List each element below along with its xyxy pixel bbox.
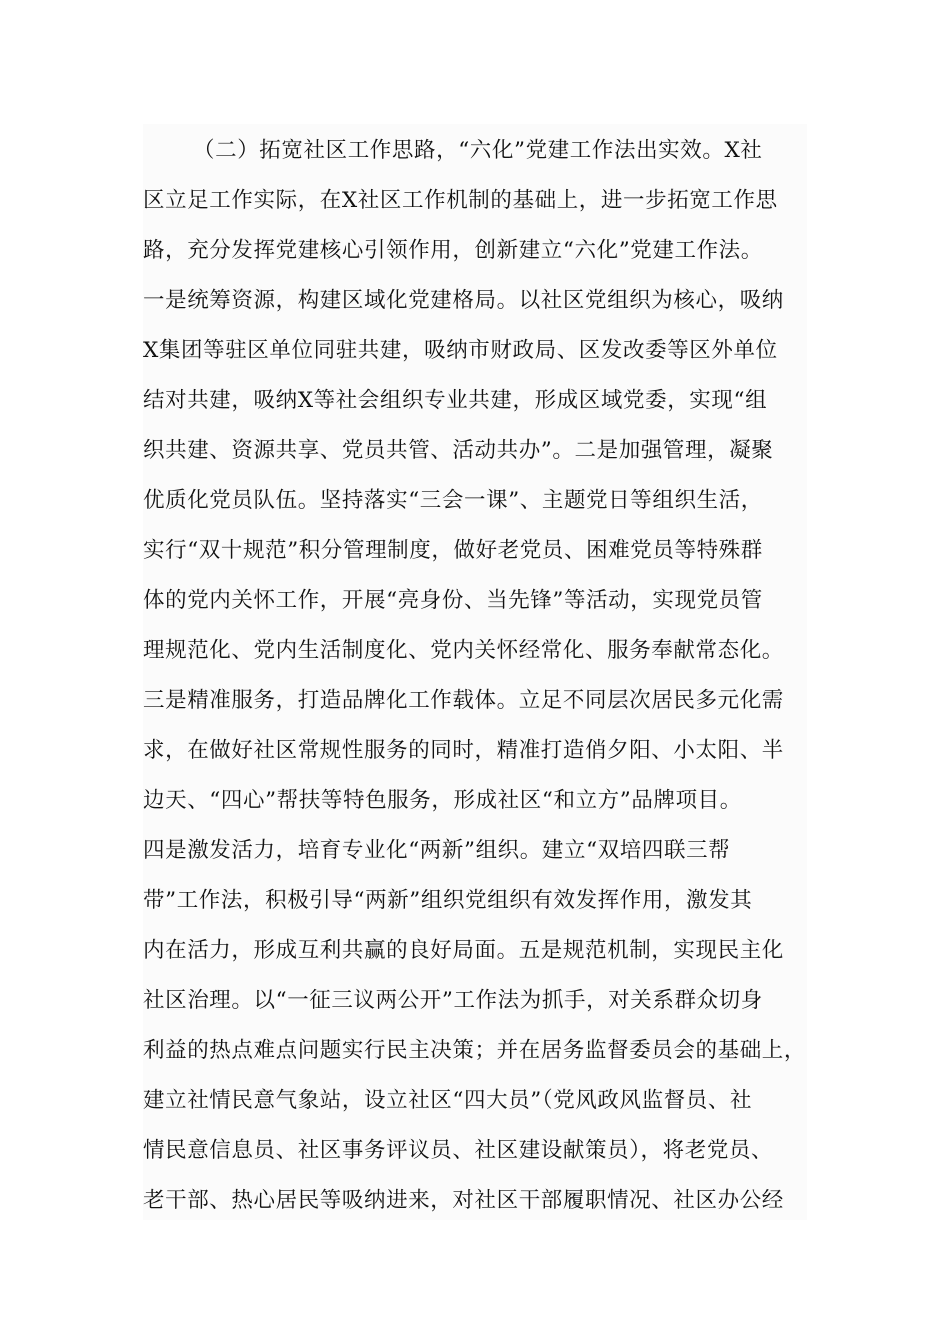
paragraph-line: 结对共建，吸纳X等社会组织专业共建，形成区域党委，实现“组: [143, 388, 768, 413]
paragraph-line: 边天、“四心”帮扶等特色服务，形成社区“和立方”品牌项目。: [143, 788, 742, 813]
paragraph-line: 情民意信息员、社区事务评议员、社区建设献策员），将老党员、: [143, 1138, 774, 1163]
paragraph-line: 路，充分发挥党建核心引领作用，创新建立“六化”党建工作法。: [143, 238, 763, 263]
paragraph-line: 四是激发活力，培育专业化“两新”组织。建立“双培四联三帮: [143, 838, 731, 863]
paragraph-line: 内在活力，形成互利共赢的良好局面。五是规范机制，实现民主化: [143, 938, 784, 963]
paragraph-line: 实行“双十规范”积分管理制度，做好老党员、困难党员等特殊群: [143, 538, 763, 563]
paragraph-line: 优质化党员队伍。坚持落实“三会一课”、主题党日等组织生活，: [143, 488, 763, 513]
paragraph-line: （二）拓宽社区工作思路，“六化”党建工作法出实效。X社: [193, 138, 763, 163]
paragraph-line: 区立足工作实际，在X社区工作机制的基础上，进一步拓宽工作思: [143, 188, 778, 213]
paragraph-line: 社区治理。以“一征三议两公开”工作法为抓手，对关系群众切身: [143, 988, 763, 1013]
paragraph-line: 老干部、热心居民等吸纳进来，对社区干部履职情况、社区办公经: [143, 1188, 784, 1213]
paragraph-line: 理规范化、党内生活制度化、党内关怀经常化、服务奉献常态化。: [143, 638, 784, 663]
paragraph-line: 利益的热点难点问题实行民主决策；并在居务监督委员会的基础上，: [143, 1038, 807, 1063]
paragraph-line: 带”工作法，积极引导“两新”组织党组织有效发挥作用，激发其: [143, 888, 753, 913]
paragraph-line: 三是精准服务，打造品牌化工作载体。立足不同层次居民多元化需: [143, 688, 784, 713]
document-body: [143, 124, 807, 1220]
paragraph-line: 求，在做好社区常规性服务的同时，精准打造俏夕阳、小太阳、半: [143, 738, 784, 763]
paragraph-line: X集团等驻区单位同驻共建，吸纳市财政局、区发改委等区外单位: [143, 338, 778, 363]
paragraph-line: 体的党内关怀工作，开展“亮身份、当先锋”等活动，实现党员管: [143, 588, 763, 613]
paragraph-line: 建立社情民意气象站，设立社区“四大员”（党风政风监督员、社: [143, 1088, 753, 1113]
paragraph-line: 织共建、资源共享、党员共管、活动共办”。二是加强管理，凝聚: [143, 438, 774, 463]
paragraph-line: 一是统筹资源，构建区域化党建格局。以社区党组织为核心，吸纳: [143, 288, 784, 313]
